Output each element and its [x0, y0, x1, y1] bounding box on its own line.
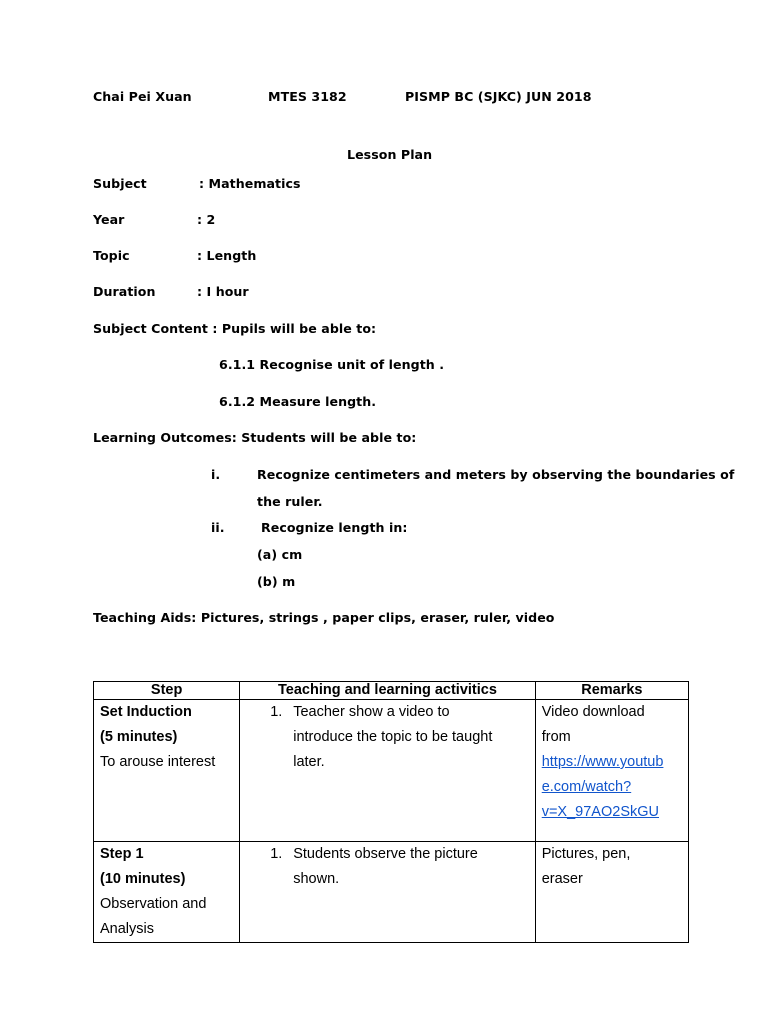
step-time: (5 minutes)	[100, 729, 178, 745]
outcome-subitem: (b) m	[257, 574, 296, 589]
table-row	[94, 842, 689, 943]
activity-cell	[240, 842, 535, 943]
activity-text: shown.	[293, 871, 340, 887]
duration-value: : I hour	[197, 284, 249, 299]
activity-text: Students observe the picture	[293, 846, 478, 862]
subject-content-heading: Subject Content : Pupils will be able to:	[93, 321, 377, 336]
year-label: Year	[93, 212, 125, 227]
step-time: (10 minutes)	[100, 871, 186, 887]
activity-text: Teacher show a video to	[293, 704, 450, 720]
remarks-text: eraser	[541, 871, 583, 887]
table-row	[94, 700, 689, 842]
step-cell	[94, 842, 240, 943]
subject-value: : Mathematics	[199, 176, 301, 191]
course-code: MTES 3182	[268, 89, 347, 104]
step-title: Set Induction	[100, 704, 192, 720]
step-title: Step 1	[100, 846, 144, 862]
video-link[interactable]: v=X_97AO2SkGU	[541, 804, 659, 820]
step-description: To arouse interest	[100, 754, 216, 770]
activity-cell	[240, 700, 535, 842]
activity-text: introduce the topic to be taught	[293, 729, 493, 745]
activity-number: 1.	[270, 704, 283, 720]
outcome-text: Recognize centimeters and meters by observing the boundaries of	[257, 467, 735, 482]
step-description: Analysis	[100, 921, 154, 937]
program-name: PISMP BC (SJKC) JUN 2018	[405, 89, 592, 104]
video-link[interactable]: e.com/watch?	[541, 779, 632, 795]
outcome-number: i.	[211, 467, 221, 482]
year-value: : 2	[197, 212, 216, 227]
remarks-text: Video download	[541, 704, 645, 720]
duration-label: Duration	[93, 284, 156, 299]
activity-number: 1.	[270, 846, 283, 862]
outcome-text: Recognize length in:	[261, 520, 408, 535]
header-remarks: Remarks	[535, 682, 688, 700]
remarks-cell	[535, 700, 688, 842]
remarks-text: from	[541, 729, 571, 745]
author-name: Chai Pei Xuan	[93, 89, 192, 104]
header-step: Step	[94, 682, 240, 700]
subject-label: Subject	[93, 176, 147, 191]
outcome-text-continued: the ruler.	[257, 494, 323, 509]
step-description: Observation and	[100, 896, 207, 912]
remarks-cell	[535, 842, 688, 943]
subject-content-item: 6.1.2 Measure length.	[219, 394, 377, 409]
step-cell	[94, 700, 240, 842]
page-title: Lesson Plan	[347, 147, 433, 162]
activity-text: later.	[293, 754, 325, 770]
subject-content-item: 6.1.1 Recognise unit of length .	[219, 357, 445, 372]
table-header-row	[94, 682, 689, 700]
topic-label: Topic	[93, 248, 130, 263]
video-link[interactable]: https://www.youtub	[541, 754, 664, 770]
learning-outcomes-heading: Learning Outcomes: Students will be able to:	[93, 430, 417, 445]
topic-value: : Length	[197, 248, 257, 263]
lesson-steps-table	[93, 681, 689, 943]
teaching-aids: Teaching Aids: Pictures, strings , paper clips, eraser, ruler, video	[93, 610, 555, 625]
outcome-number: ii.	[211, 520, 225, 535]
remarks-text: Pictures, pen,	[541, 846, 631, 862]
header-activities: Teaching and learning activitics	[240, 682, 535, 700]
outcome-subitem: (a) cm	[257, 547, 303, 562]
